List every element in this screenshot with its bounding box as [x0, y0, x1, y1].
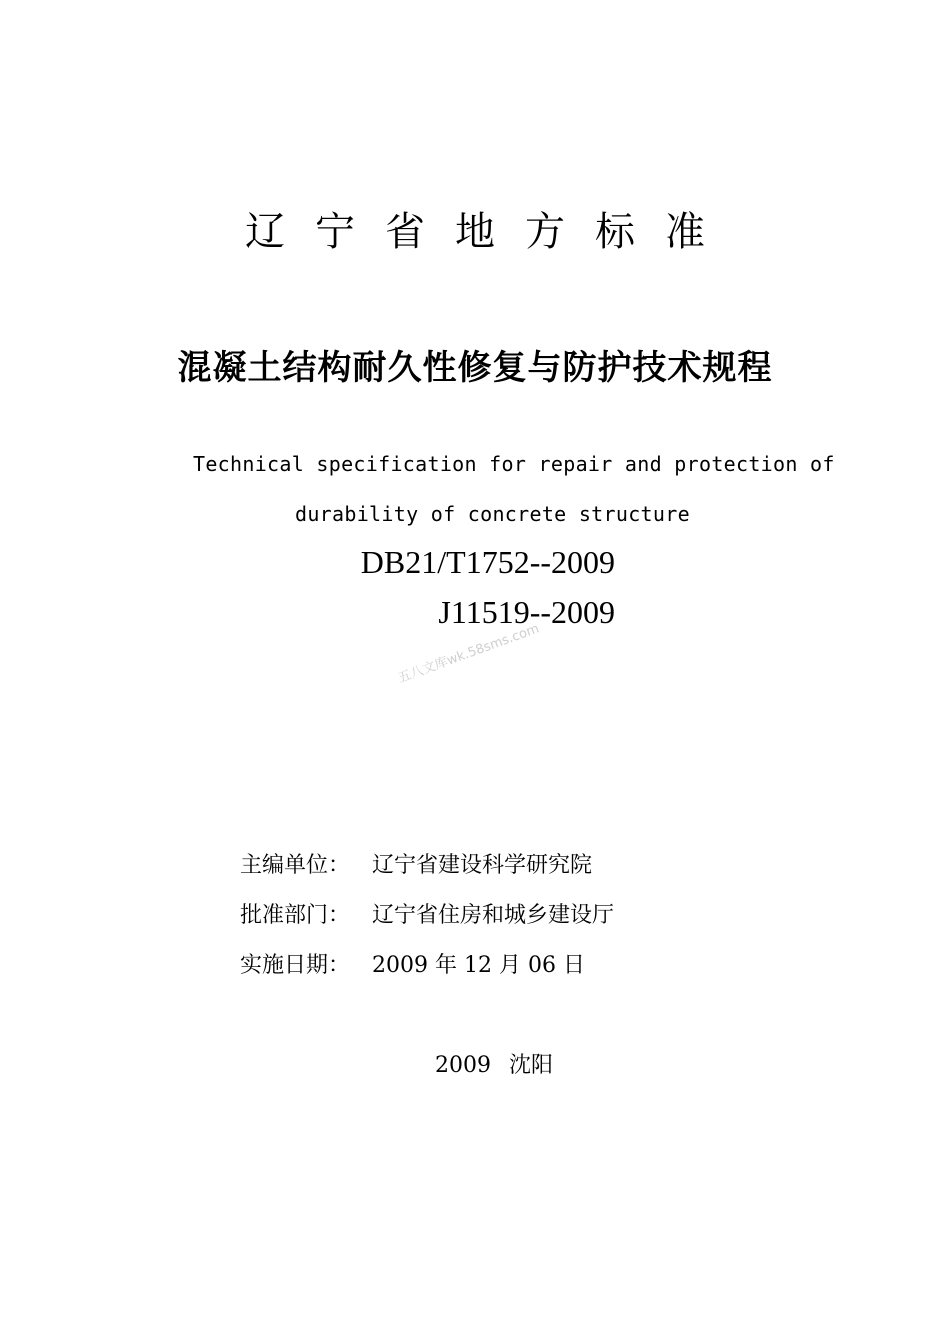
- info-value-effective-date: 2009 年 12 月 06 日: [372, 953, 585, 978]
- standard-code-db: DB21/T1752--2009: [360, 544, 615, 580]
- info-value-approver: 辽宁省住房和城乡建设厅: [372, 903, 615, 928]
- info-value-editor: 辽宁省建设科学研究院: [372, 853, 593, 878]
- publication-year: 2009: [435, 1053, 491, 1078]
- info-label-editor: 主编单位：: [240, 853, 351, 878]
- info-row-editor: [240, 848, 592, 879]
- publication-footer: [435, 1048, 553, 1079]
- info-row-effective-date: [240, 948, 585, 979]
- info-row-approver: [240, 898, 614, 929]
- document-title-english-line-1: Technical specification for repair and protection of: [193, 452, 835, 476]
- info-label-approver: 批准部门：: [240, 903, 351, 928]
- document-title-english-line-2: durability of concrete structure: [295, 502, 690, 526]
- standard-category-header: 辽宁省地方标准: [245, 209, 735, 255]
- watermark-text: 五八文库wk.58sms.com: [396, 621, 542, 687]
- publication-city: 沈阳: [509, 1053, 554, 1078]
- document-title-chinese: 混凝土结构耐久性修复与防护技术规程: [177, 348, 773, 388]
- info-label-effective-date: 实施日期：: [240, 953, 351, 978]
- standard-code-j: J11519--2009: [438, 594, 615, 630]
